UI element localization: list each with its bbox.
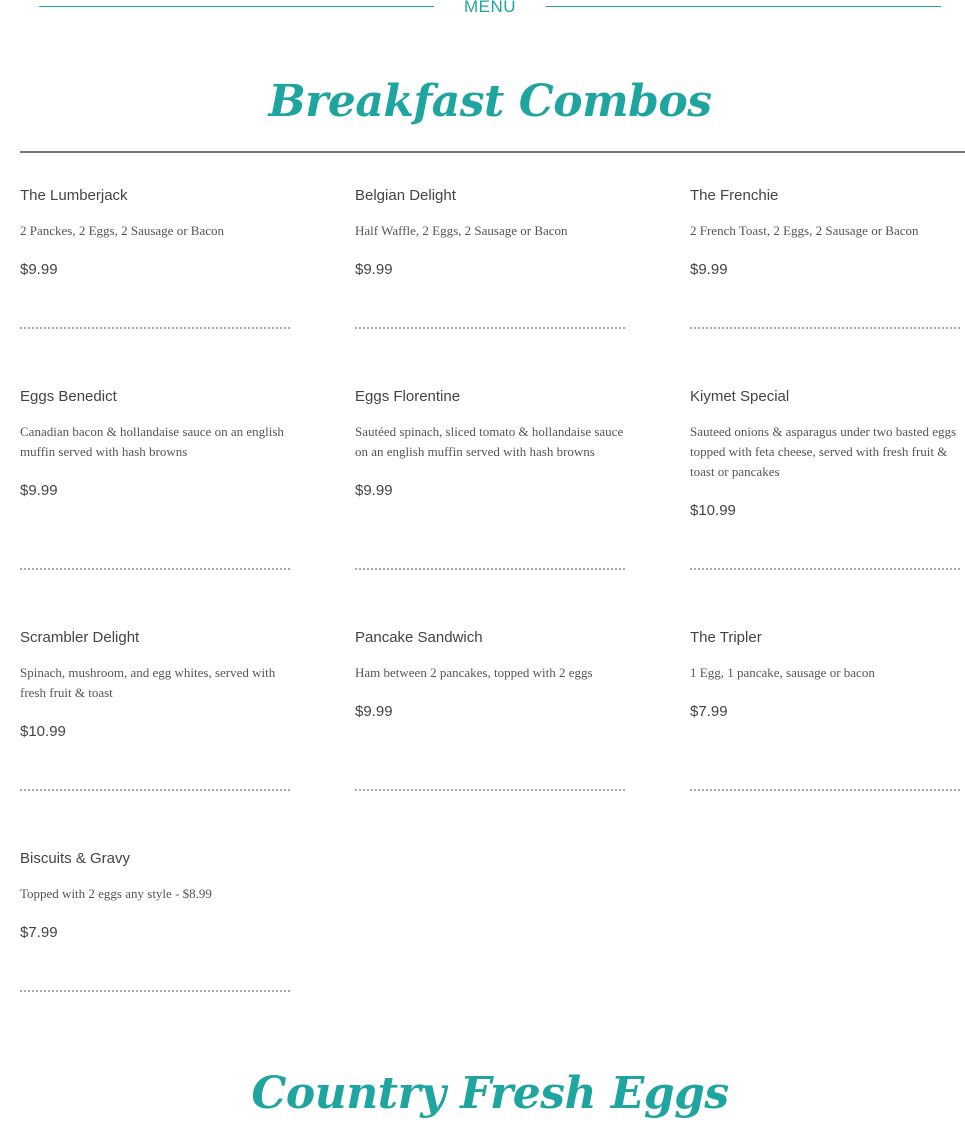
item-description: Canadian bacon & hollandaise sauce on an english muffin served with hash browns	[20, 424, 284, 459]
item-name: The Lumberjack	[20, 187, 128, 204]
section-title-country-fresh-eggs: Country Fresh Eggs	[251, 1068, 729, 1119]
item-price: $10.99	[20, 723, 66, 740]
dotted-separator	[690, 565, 960, 570]
item-description: Spinach, mushroom, and egg whites, served with fresh fruit & toast	[20, 665, 276, 700]
menu-item	[690, 387, 965, 521]
dotted-separator	[355, 324, 625, 329]
menu-item	[20, 849, 295, 943]
menu-item	[690, 186, 965, 280]
menu-divider-right	[546, 6, 941, 7]
dotted-separator	[690, 324, 960, 329]
item-description: 1 Egg, 1 pancake, sausage or bacon	[690, 665, 875, 680]
menu-item	[20, 186, 295, 280]
menu-item	[20, 628, 295, 742]
item-description: 2 Panckes, 2 Eggs, 2 Sausage or Bacon	[20, 223, 224, 238]
menu-header	[0, 0, 965, 20]
item-description: Sauteed onions & asparagus under two basted eggs topped with feta cheese, served with fresh fruit & toast or pancakes	[690, 424, 957, 479]
item-description: 2 French Toast, 2 Eggs, 2 Sausage or Bacon	[690, 223, 919, 238]
dotted-separator	[690, 786, 960, 791]
item-price: $10.99	[690, 502, 736, 519]
menu-item	[355, 628, 630, 722]
item-description: Ham between 2 pancakes, topped with 2 eggs	[355, 665, 593, 680]
item-price: $7.99	[690, 703, 728, 720]
item-price: $7.99	[20, 924, 58, 941]
section-title-breakfast-combos: Breakfast Combos	[268, 76, 712, 127]
dotted-separator	[355, 786, 625, 791]
item-name: Scrambler Delight	[20, 629, 140, 646]
item-price: $9.99	[355, 261, 393, 278]
menu-item	[355, 186, 630, 280]
item-name: Pancake Sandwich	[355, 629, 483, 646]
dotted-separator	[20, 324, 290, 329]
item-name: Biscuits & Gravy	[20, 850, 131, 867]
item-name: The Frenchie	[690, 187, 779, 204]
menu-item	[355, 387, 630, 501]
menu-link[interactable]: MENU	[463, 0, 517, 16]
dotted-separator	[355, 565, 625, 570]
item-name: Eggs Florentine	[355, 388, 461, 405]
item-name: Belgian Delight	[355, 187, 456, 204]
dotted-separator	[20, 565, 290, 570]
item-name: Eggs Benedict	[20, 388, 117, 405]
item-name: Kiymet Special	[690, 388, 790, 405]
dotted-separator	[20, 786, 290, 791]
item-description: Half Waffle, 2 Eggs, 2 Sausage or Bacon	[355, 223, 568, 238]
dotted-separator	[20, 987, 290, 992]
item-price: $9.99	[355, 703, 393, 720]
item-price: $9.99	[20, 482, 58, 499]
menu-item	[20, 387, 295, 501]
item-price: $9.99	[20, 261, 58, 278]
item-description: Topped with 2 eggs any style - $8.99	[20, 886, 212, 901]
item-description: Sautéed spinach, sliced tomato & hollandaise sauce on an english muffin served with hash browns	[355, 424, 624, 459]
item-price: $9.99	[690, 261, 728, 278]
item-price: $9.99	[355, 482, 393, 499]
menu-item	[690, 628, 965, 722]
item-name: The Tripler	[690, 629, 762, 646]
section-divider	[20, 151, 965, 153]
